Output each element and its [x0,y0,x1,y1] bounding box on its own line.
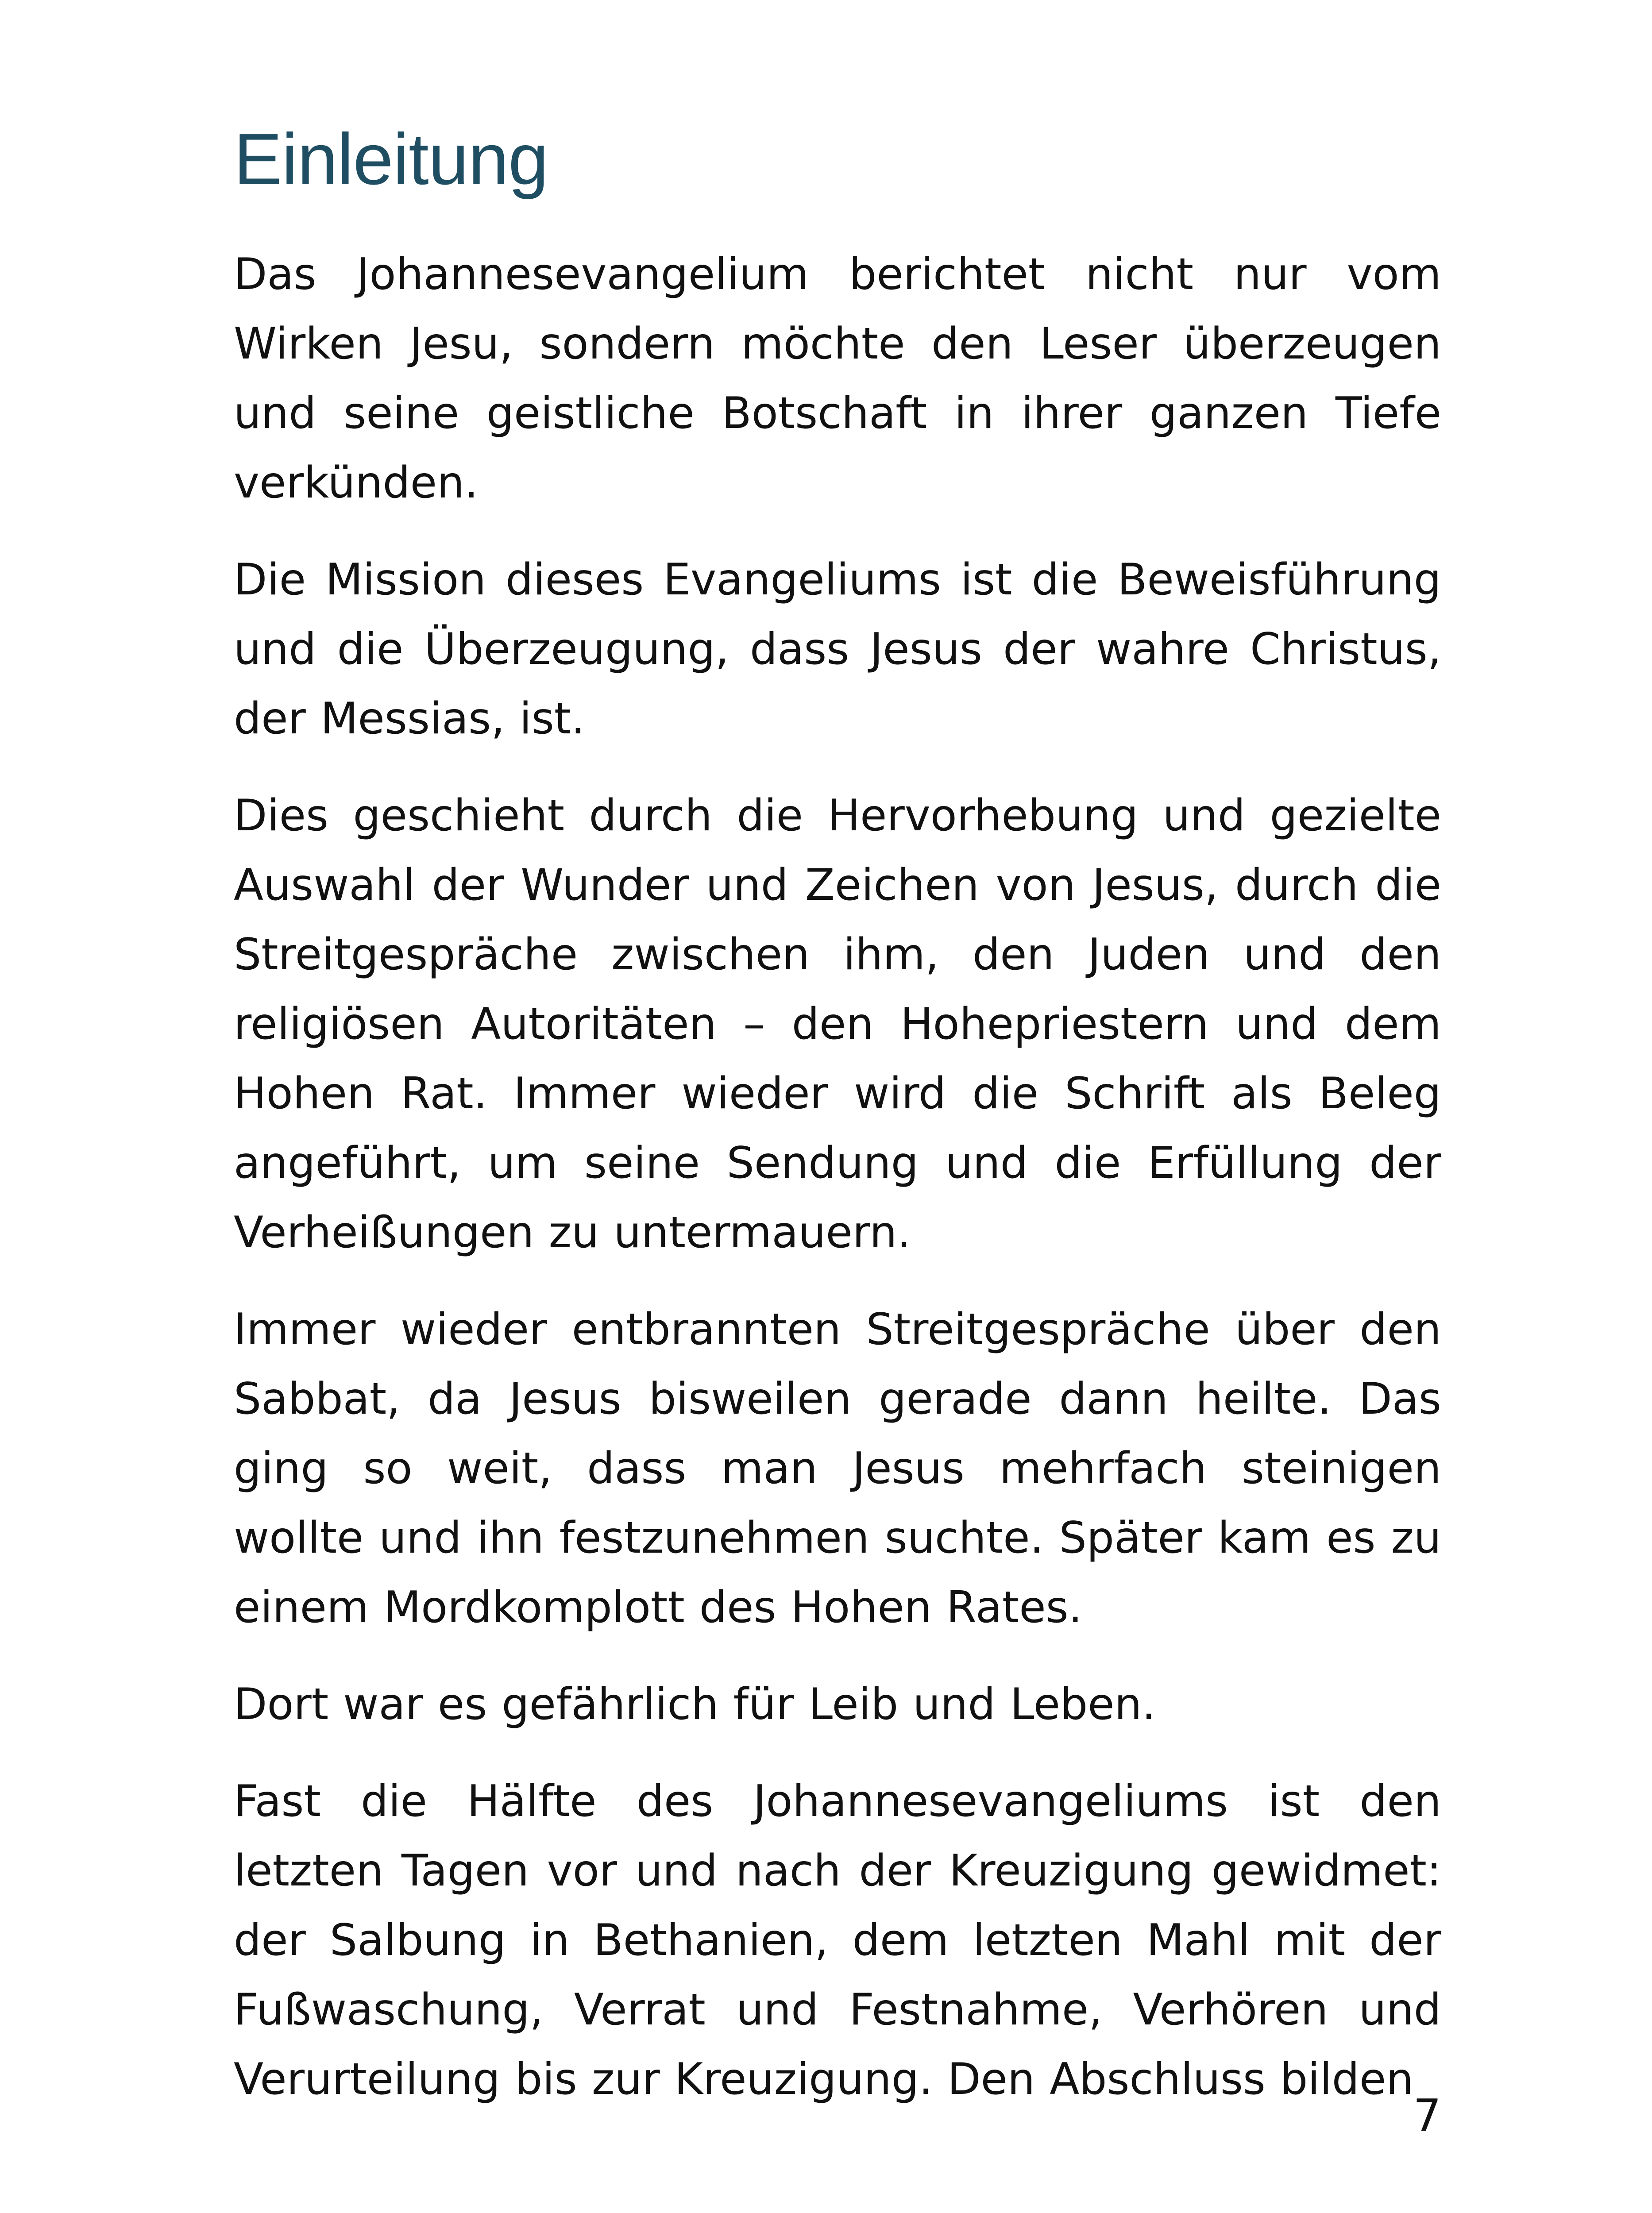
paragraph-4: Immer wieder entbrannten Streitgespräche über den Sabbat, da Jesus bisweilen gerade dann heilte. Das ging so weit, dass man Jesus mehrfach steinigen wollte und ihn festzunehmen suchte. Später kam es zu einem Mordkomplott des Hohen Rates. [234,1304,1441,1633]
paragraph-6: Fast die Hälfte des Johannesevangeliums ist den letzten Tagen vor und nach der Kreuzigung gewidmet: der Salbung in Bethanien, dem letzten Mahl mit der Fußwaschung, Verrat und Festnahme, Verhören und Verurteilung bis zur Kreuzigung. Den Abschluss bilden [234,1776,1441,2105]
paragraph-3: Dies geschieht durch die Hervorhebung und gezielte Auswahl der Wunder und Zeichen von Jesus, durch die Streitgespräche zwischen ihm, den Juden und den religiösen Autoritäten – den Hohepriestern und dem Hohen Rat. Immer wieder wird die Schrift als Beleg angeführt, um seine Sendung und die Erfüllung der Verheißungen zu untermauern. [234,790,1441,1258]
paragraph-5: Dort war es gefährlich für Leib und Leben. [234,1679,1156,1730]
paragraph-2: Die Mission dieses Evangeliums ist die Beweisführung und die Überzeugung, dass Jesus der wahre Christus, der Messias, ist. [234,555,1441,744]
page-number: 7 [1413,2090,1441,2141]
page-content [234,115,1441,2142]
paragraph-1: Das Johannesevangelium berichtet nicht nur vom Wirken Jesu, sondern möchte den Leser überzeugen und seine geistliche Botschaft in ihrer ganzen Tiefe verkünden. [234,249,1441,508]
chapter-heading: Einleitung [234,119,548,200]
